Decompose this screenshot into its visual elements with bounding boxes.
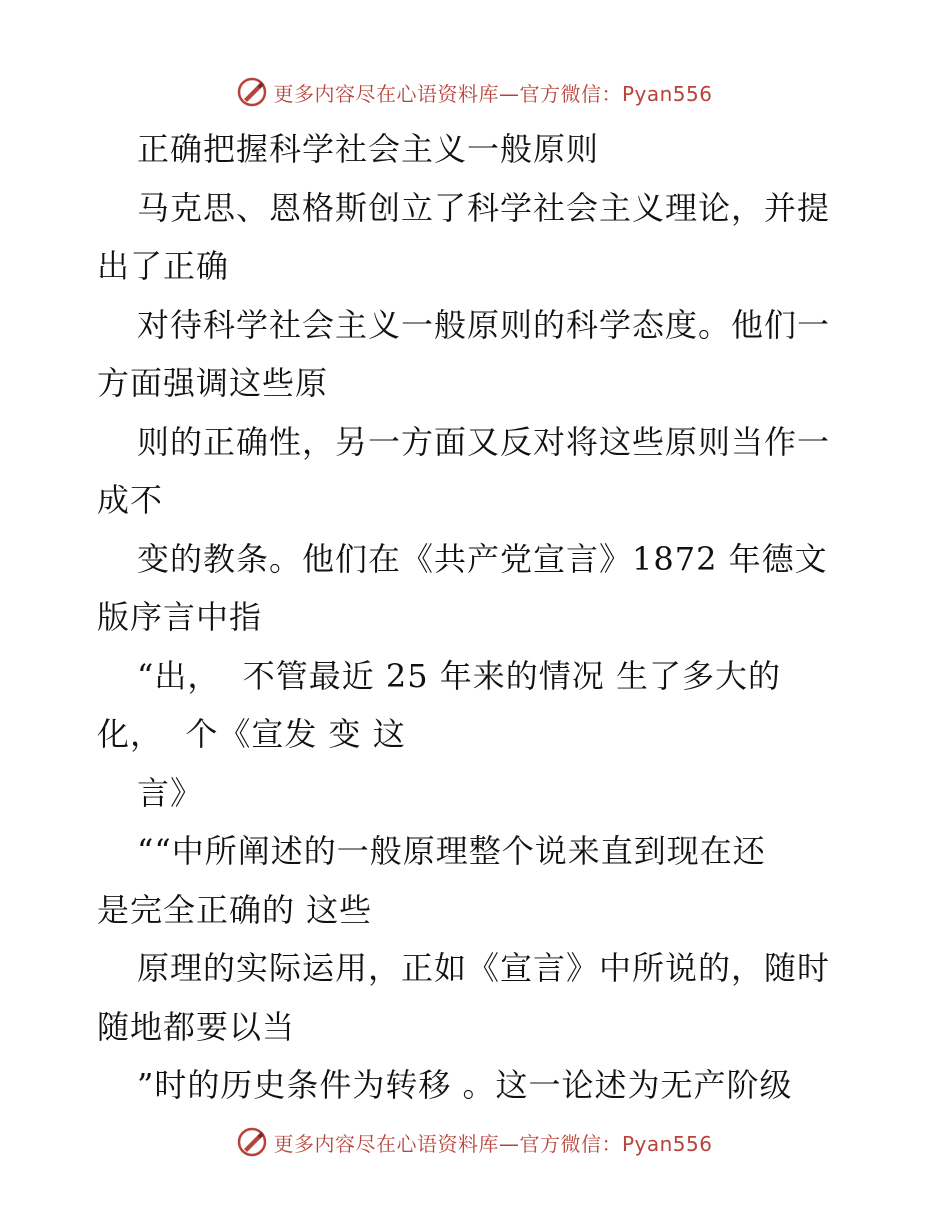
paragraph-line: 则的正确性，另一方面又反对将这些原则当作一	[137, 422, 831, 461]
paragraph-line: ““中所阐述的一般原理整个说来直到现在还	[137, 832, 766, 870]
paragraph-line: 出了正确	[97, 247, 230, 285]
footer-watermark-text: 更多内容尽在心语资料库—官方微信：Pyan556	[273, 1131, 713, 1156]
paragraph-line: 化， 个《宣发 变 这	[97, 715, 406, 753]
paragraph-line: ”时的历史条件为转移 。这一论述为无产阶级	[137, 1066, 793, 1104]
document-body	[97, 120, 857, 1115]
paragraph-line: 成不	[97, 481, 164, 519]
paragraph-line: 变的教条。他们在《共产党宣言》1872 年德文	[137, 539, 828, 578]
footer-watermark-banner	[0, 1122, 950, 1162]
paragraph-line: 随地都要以当	[97, 1007, 296, 1046]
header-watermark-text: 更多内容尽在心语资料库—官方微信：Pyan556	[273, 81, 713, 106]
paragraph-line: 版序言中指	[97, 598, 263, 636]
paragraph-line: 原理的实际运用，正如《宣言》中所说的，随时	[137, 949, 831, 987]
paragraph-line: 方面强调这些原	[97, 364, 329, 402]
header-watermark-banner	[0, 72, 950, 112]
pen-logo-icon	[237, 77, 267, 107]
paragraph-line: 言》	[137, 773, 204, 812]
paragraph-line: 马克思、恩格斯创立了科学社会主义理论，并提	[137, 188, 831, 227]
paragraph-line: “出， 不管最近 25 年来的情况 生了多大的	[137, 656, 781, 695]
paragraph-line: 是完全正确的 这些	[97, 890, 373, 929]
paragraph-line: 对待科学社会主义一般原则的科学态度。他们一	[137, 305, 831, 344]
document-title: 正确把握科学社会主义一般原则	[137, 130, 600, 168]
pen-logo-icon	[237, 1127, 267, 1157]
